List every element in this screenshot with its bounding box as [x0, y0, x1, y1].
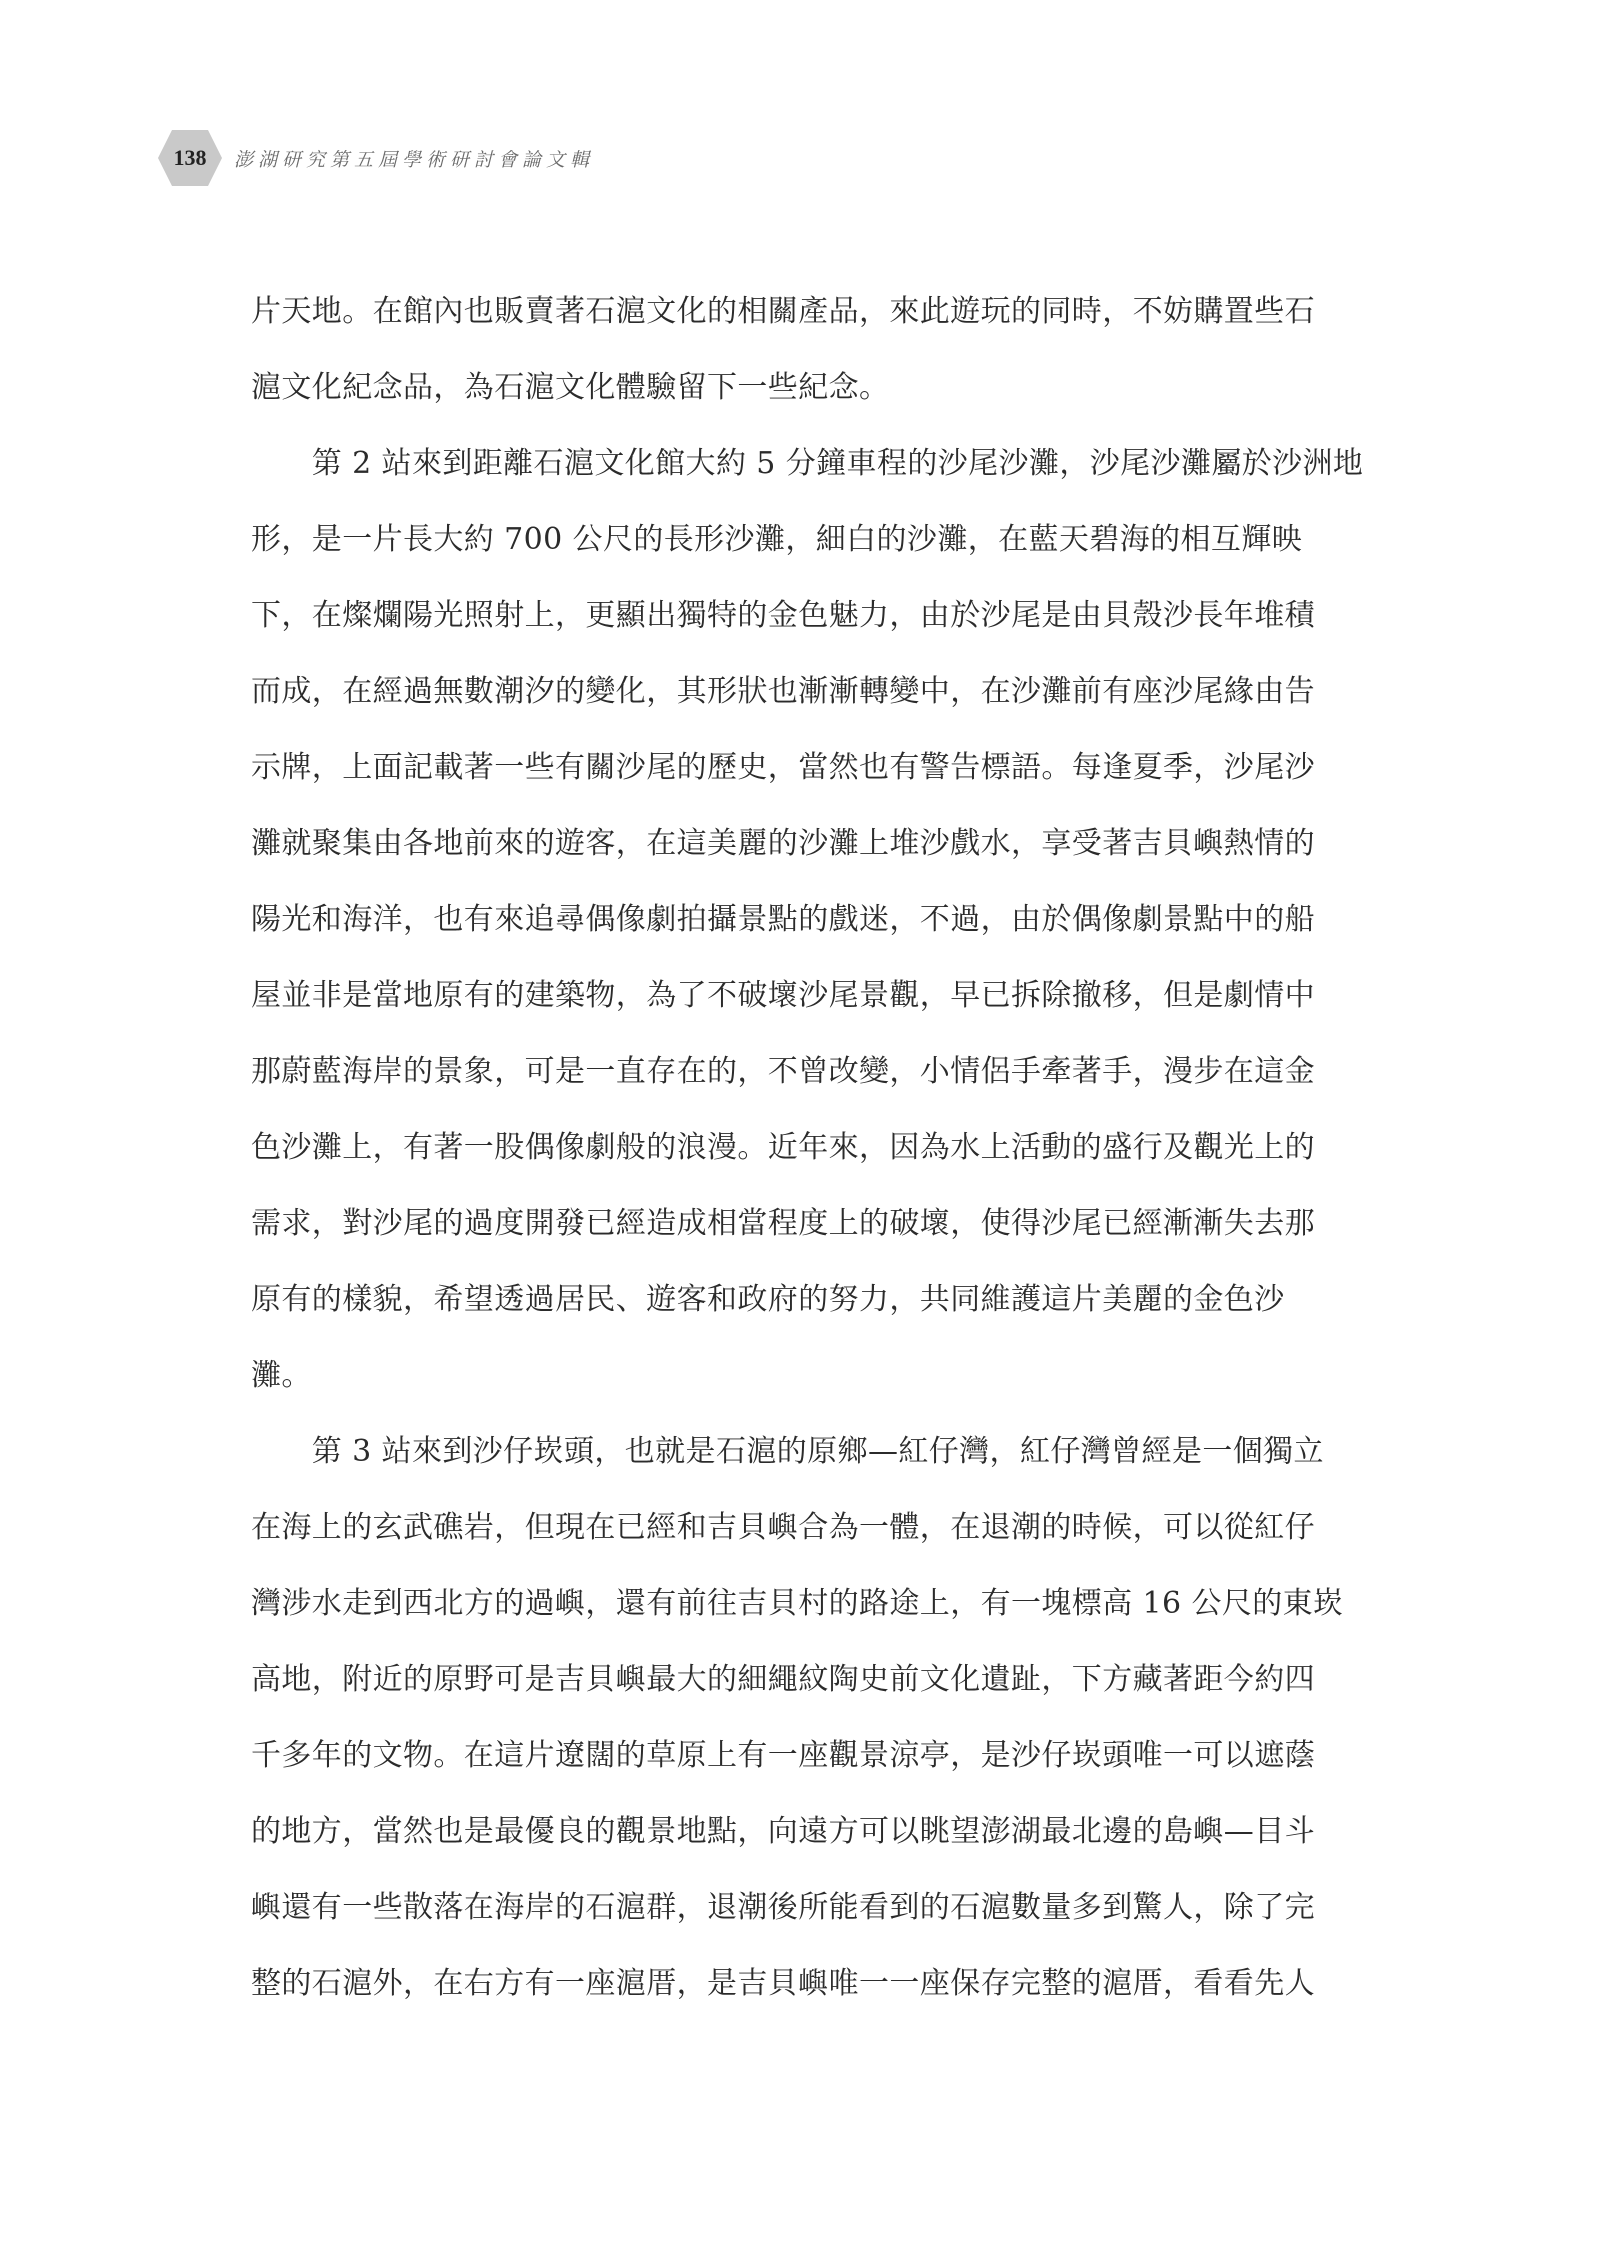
text-line: 千多年的文物。在這片遼闊的草原上有一座觀景涼亭，是沙仔崁頭唯一可以遮蔭	[251, 1738, 1315, 1773]
text-line: 高地，附近的原野可是吉貝嶼最大的細繩紋陶史前文化遺趾，下方藏著距今約四	[251, 1662, 1315, 1697]
text-line: 需求，對沙尾的過度開發已經造成相當程度上的破壞，使得沙尾已經漸漸失去那	[251, 1206, 1315, 1241]
text-line: 那蔚藍海岸的景象，可是一直存在的，不曾改變，小情侶手牽著手，漫步在這金	[251, 1054, 1315, 1089]
text-line: 的地方，當然也是最優良的觀景地點，向遠方可以眺望澎湖最北邊的島嶼—目斗	[251, 1814, 1315, 1849]
text-line: 色沙灘上，有著一股偶像劇般的浪漫。近年來，因為水上活動的盛行及觀光上的	[251, 1130, 1315, 1165]
text-line: 屋並非是當地原有的建築物，為了不破壞沙尾景觀，早已拆除撤移，但是劇情中	[251, 978, 1315, 1013]
journal-title: 澎湖研究第五屆學術研討會論文輯	[234, 148, 595, 171]
text-line: 下，在燦爛陽光照射上，更顯出獨特的金色魅力，由於沙尾是由貝殼沙長年堆積	[251, 598, 1315, 633]
text-line: 灘就聚集由各地前來的遊客，在這美麗的沙灘上堆沙戲水，享受著吉貝嶼熱情的	[251, 826, 1315, 861]
text-line: 整的石滬外，在右方有一座滬厝，是吉貝嶼唯一一座保存完整的滬厝，看看先人	[251, 1966, 1315, 2001]
text-line: 陽光和海洋，也有來追尋偶像劇拍攝景點的戲迷，不過，由於偶像劇景點中的船	[251, 902, 1315, 937]
text-line: 滬文化紀念品，為石滬文化體驗留下一些紀念。	[251, 370, 890, 405]
text-line: 第 2 站來到距離石滬文化館大約 5 分鐘車程的沙尾沙灘，沙尾沙灘屬於沙洲地	[251, 446, 1364, 481]
text-line: 示牌，上面記載著一些有關沙尾的歷史，當然也有警告標語。每逢夏季，沙尾沙	[251, 750, 1315, 785]
text-line: 灣涉水走到西北方的過嶼，還有前往吉貝村的路途上，有一塊標高 16 公尺的東崁	[251, 1586, 1344, 1621]
text-line: 原有的樣貌，希望透過居民、遊客和政府的努力，共同維護這片美麗的金色沙	[251, 1282, 1285, 1317]
page-number-badge	[158, 128, 222, 188]
text-line: 而成，在經過無數潮汐的變化，其形狀也漸漸轉變中，在沙灘前有座沙尾緣由告	[251, 674, 1315, 709]
text-line: 形，是一片長大約 700 公尺的長形沙灘，細白的沙灘，在藍天碧海的相互輝映	[251, 522, 1303, 557]
page-header	[158, 128, 594, 188]
text-line: 片天地。在館內也販賣著石滬文化的相關產品，來此遊玩的同時，不妨購置些石	[251, 294, 1315, 329]
text-line: 嶼還有一些散落在海岸的石滬群，退潮後所能看到的石滬數量多到驚人，除了完	[251, 1890, 1315, 1925]
text-line: 第 3 站來到沙仔崁頭，也就是石滬的原鄉—紅仔灣，紅仔灣曾經是一個獨立	[251, 1434, 1324, 1469]
page-number: 138	[173, 145, 207, 170]
body-text	[251, 274, 1411, 2022]
text-line: 灘。	[251, 1358, 312, 1393]
text-line: 在海上的玄武礁岩，但現在已經和吉貝嶼合為一體，在退潮的時候，可以從紅仔	[251, 1510, 1315, 1545]
